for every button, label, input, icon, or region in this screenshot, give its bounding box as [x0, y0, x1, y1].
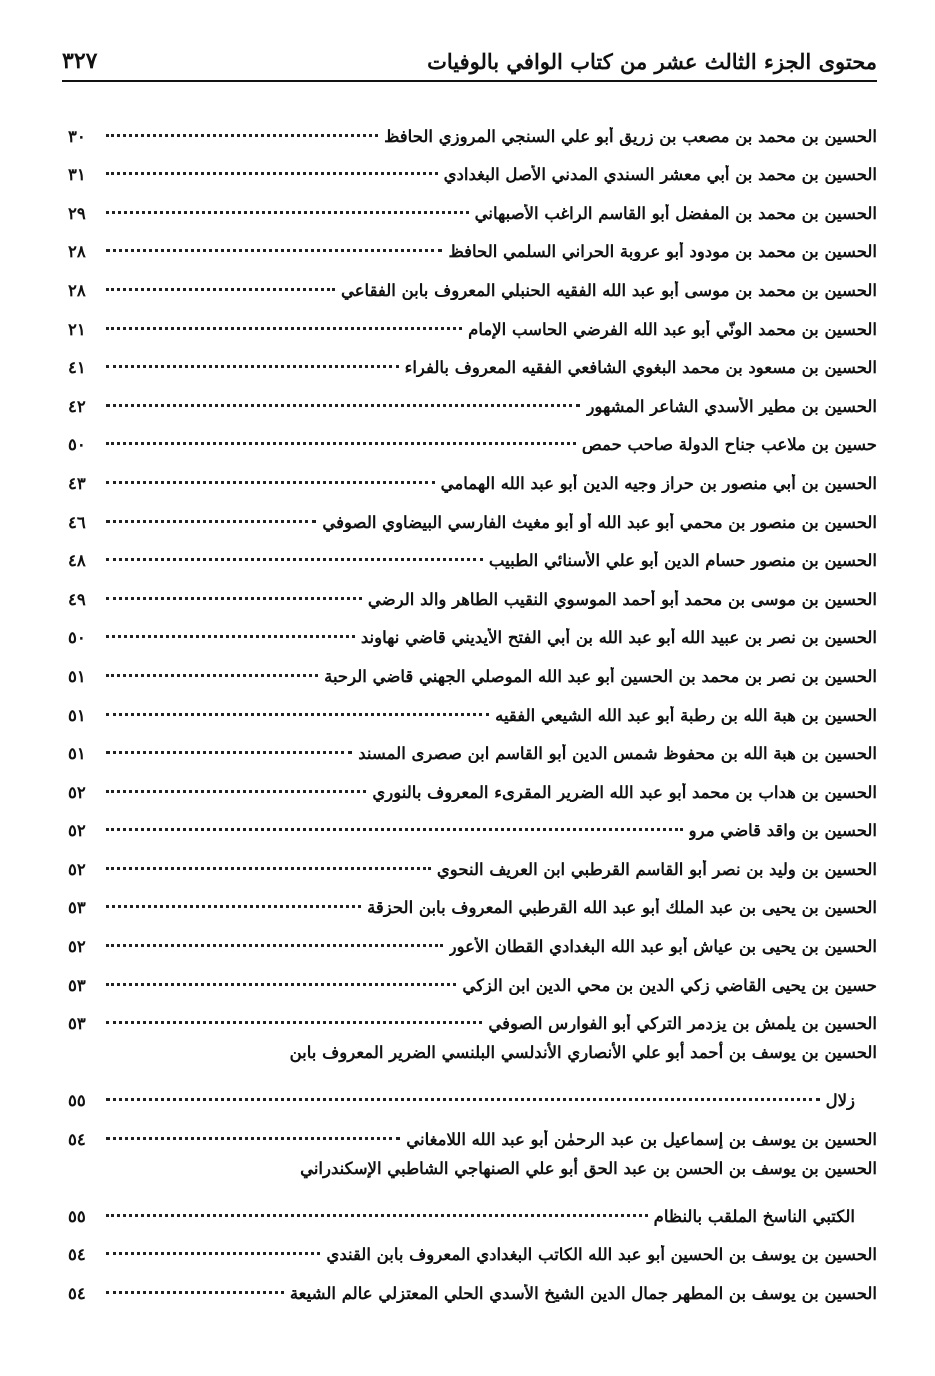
dot-leader [106, 1137, 400, 1140]
dot-leader [106, 327, 462, 330]
dot-leader [106, 597, 362, 600]
dot-leader [106, 481, 435, 484]
entry-name: الحسين بن هداب بن محمد أبو عبد الله الضرير المقرىء المعروف بالنوري [372, 782, 877, 802]
entry-page-number: ٥٢ [68, 859, 86, 879]
dot-leader [106, 134, 378, 137]
toc-entry [68, 184, 877, 223]
entry-page-number: ٤١ [68, 358, 86, 378]
entry-page-number: ٤٦ [68, 512, 86, 532]
entry-page-number: ٢٨ [68, 242, 86, 262]
toc-entry [68, 107, 877, 146]
entry-page-number: ٥٤ [68, 1284, 86, 1304]
entry-page-number: ٥٤ [68, 1245, 86, 1265]
entry-page-number: ٥٠ [68, 435, 86, 455]
entry-page-number: ٥٣ [68, 898, 86, 918]
toc-entry [68, 1226, 877, 1265]
entry-name-continuation: زلال [825, 1091, 855, 1111]
entry-name: حسين بن ملاعب جناح الدولة صاحب حمص [581, 435, 877, 455]
dot-leader [106, 674, 318, 677]
toc-entry [68, 1033, 877, 1110]
dot-leader [106, 249, 442, 252]
entry-page-number: ٤٨ [68, 551, 86, 571]
toc-entry [68, 493, 877, 532]
dot-leader [106, 365, 399, 368]
toc-entry [68, 995, 877, 1034]
entry-name: الحسين بن مسعود بن محمد البغوي الشافعي الفقيه المعروف بالفراء [404, 358, 877, 378]
toc-entry [68, 416, 877, 455]
entry-name: الحسين بن محمد بن مصعب بن زريق أبو علي السنجي المروزي الحافظ [384, 126, 877, 146]
dot-leader [106, 867, 431, 870]
entry-name: الحسين بن يحيى بن عبد الملك أبو عبد الله القرطبي المعروف بابن الحزقة [367, 898, 877, 918]
toc-entry [68, 725, 877, 764]
entry-page-number: ٥٠ [68, 628, 86, 648]
toc-entry [68, 1264, 877, 1303]
toc-entry [68, 223, 877, 262]
dot-leader [106, 558, 483, 561]
toc-entry [68, 686, 877, 725]
running-header [62, 38, 877, 82]
entry-name: الحسين بن واقد قاضي مرو [688, 821, 877, 841]
entry-page-number: ٥٢ [68, 782, 86, 802]
entry-page-number: ٥١ [68, 666, 86, 686]
entry-name: الحسين بن يحيى بن عياش أبو عبد الله البغدادي القطان الأعور [448, 937, 877, 957]
dot-leader [106, 944, 443, 947]
entry-name: الحسين بن هبة الله بن رطبة أبو عبد الله الشيعي الفقيه [495, 705, 877, 725]
toc-entry [68, 300, 877, 339]
entry-name: الحسين بن يوسف بن إسماعيل بن عبد الرحمٰن أبو عبد الله اللامغاني [406, 1129, 877, 1149]
toc-entry [68, 647, 877, 686]
entry-name: الحسين بن أبي منصور بن حراز وجيه الدين أبو عبد الله الهمامي [440, 473, 877, 493]
toc-entry [68, 261, 877, 300]
entry-page-number: ٤٣ [68, 473, 86, 493]
entry-name: الحسين بن هبة الله بن محفوظ شمس الدين أبو القاسم ابن صصرى المسند [358, 744, 877, 764]
entry-continuation-line [68, 1188, 877, 1226]
entry-page-number: ٥٣ [68, 975, 86, 995]
toc-entry [68, 377, 877, 416]
dot-leader [106, 288, 335, 291]
dot-leader [106, 1214, 648, 1217]
toc-entry [68, 917, 877, 956]
dot-leader [106, 905, 361, 908]
dot-leader [106, 1252, 320, 1255]
table-of-contents [68, 107, 877, 1303]
dot-leader [106, 172, 438, 175]
entry-page-number: ٥٢ [68, 821, 86, 841]
dot-leader [106, 751, 352, 754]
entry-page-number: ٣١ [68, 165, 86, 185]
entry-name: الحسين بن نصر بن محمد بن الحسين أبو عبد الله الموصلي الجهني قاضي الرحبة [324, 666, 877, 686]
entry-name: الحسين بن يلمش بن يزدمر التركي أبو الفوارس الصوفي [488, 1014, 877, 1034]
entry-name: الحسين بن يوسف بن المطهر جمال الدين الشيخ الأسدي الحلي المعتزلي عالم الشيعة [289, 1284, 877, 1304]
toc-entry [68, 1149, 877, 1226]
entry-name: الحسين بن منصور حسام الدين أبو علي الأسنائي الطبيب [488, 551, 877, 571]
dot-leader [106, 1021, 482, 1024]
dot-leader [106, 713, 489, 716]
entry-name: الحسين بن محمد بن مودود أبو عروبة الحراني السلمي الحافظ [448, 242, 877, 262]
entry-name: حسين بن يحيى القاضي زكي الدين بن محي الدين ابن الزكي [462, 975, 877, 995]
entry-page-number: ٢١ [68, 319, 86, 339]
entry-name: الحسين بن محمد بن أبي معشر السندي المدني الأصل البغدادي [443, 165, 877, 185]
dot-leader [106, 1291, 284, 1294]
dot-leader [106, 635, 355, 638]
entry-name: الحسين بن محمد بن موسى أبو عبد الله الفقيه الحنبلي المعروف بابن الفقاعي [340, 280, 877, 300]
toc-entry [68, 763, 877, 802]
dot-leader [106, 404, 580, 407]
dot-leader [106, 520, 316, 523]
entry-continuation-line [68, 1072, 877, 1110]
entry-name: الحسين بن يوسف بن الحسين أبو عبد الله الكاتب البغدادي المعروف بابن القندي [326, 1245, 877, 1265]
entry-page-number: ٢٩ [68, 203, 86, 223]
entry-name: الحسين بن مطير الأسدي الشاعر المشهور [586, 396, 877, 416]
header-title: محتوى الجزء الثالث عشر من كتاب الوافي بالوفيات [427, 49, 877, 74]
entry-page-number: ٥٥ [68, 1091, 86, 1111]
dot-leader [106, 790, 366, 793]
dot-leader [106, 983, 456, 986]
toc-entry [68, 956, 877, 995]
toc-entry [68, 454, 877, 493]
entry-page-number: ٢٨ [68, 280, 86, 300]
entry-page-number: ٤٢ [68, 396, 86, 416]
entry-name: الحسين بن وليد بن نصر أبو القاسم القرطبي ابن العريف النحوي [436, 859, 877, 879]
entry-name: الحسين بن موسى بن محمد أبو أحمد الموسوي النقيب الطاهر والد الرضي [367, 589, 877, 609]
entry-page-number: ٥٢ [68, 937, 86, 957]
entry-name: الحسين بن يوسف بن الحسن بن عبد الحق أبو علي الصنهاجي الشاطبي الإسكندراني [300, 1158, 877, 1178]
entry-page-number: ٥١ [68, 705, 86, 725]
entry-name: الحسين بن محمد بن المفضل أبو القاسم الراغب الأصبهاني [474, 203, 877, 223]
entry-page-number: ٥٥ [68, 1206, 86, 1226]
toc-entry [68, 570, 877, 609]
toc-entry [68, 1110, 877, 1149]
page-number: ٣٢٧ [62, 48, 98, 74]
toc-entry [68, 609, 877, 648]
toc-entry [68, 146, 877, 185]
toc-entry [68, 879, 877, 918]
entry-page-number: ٣٠ [68, 126, 86, 146]
dot-leader [106, 442, 576, 445]
entry-name: الحسين بن يوسف بن أحمد أبو علي الأنصاري الأندلسي البلنسي الضرير المعروف بابن [289, 1043, 877, 1063]
entry-page-number: ٥١ [68, 744, 86, 764]
dot-leader [106, 1098, 820, 1101]
toc-entry [68, 532, 877, 571]
toc-entry [68, 339, 877, 378]
entry-page-number: ٤٩ [68, 589, 86, 609]
entry-name: الحسين بن نصر بن عبيد الله أبو عبد الله بن أبي الفتح الأيديني قاضي نهاوند [360, 628, 877, 648]
toc-entry [68, 802, 877, 841]
toc-entry [68, 840, 877, 879]
entry-name-continuation: الكتبي الناسخ الملقب بالنظام [653, 1206, 855, 1226]
entry-name: الحسين بن منصور بن محمي أبو عبد الله أو أبو مغيث الفارسي البيضاوي الصوفي [322, 512, 877, 532]
dot-leader [106, 211, 469, 214]
entry-page-number: ٥٤ [68, 1129, 86, 1149]
entry-name: الحسين بن محمد الونّي أبو عبد الله الفرضي الحاسب الإمام [468, 319, 877, 339]
entry-page-number: ٥٣ [68, 1014, 86, 1034]
dot-leader [106, 828, 683, 831]
